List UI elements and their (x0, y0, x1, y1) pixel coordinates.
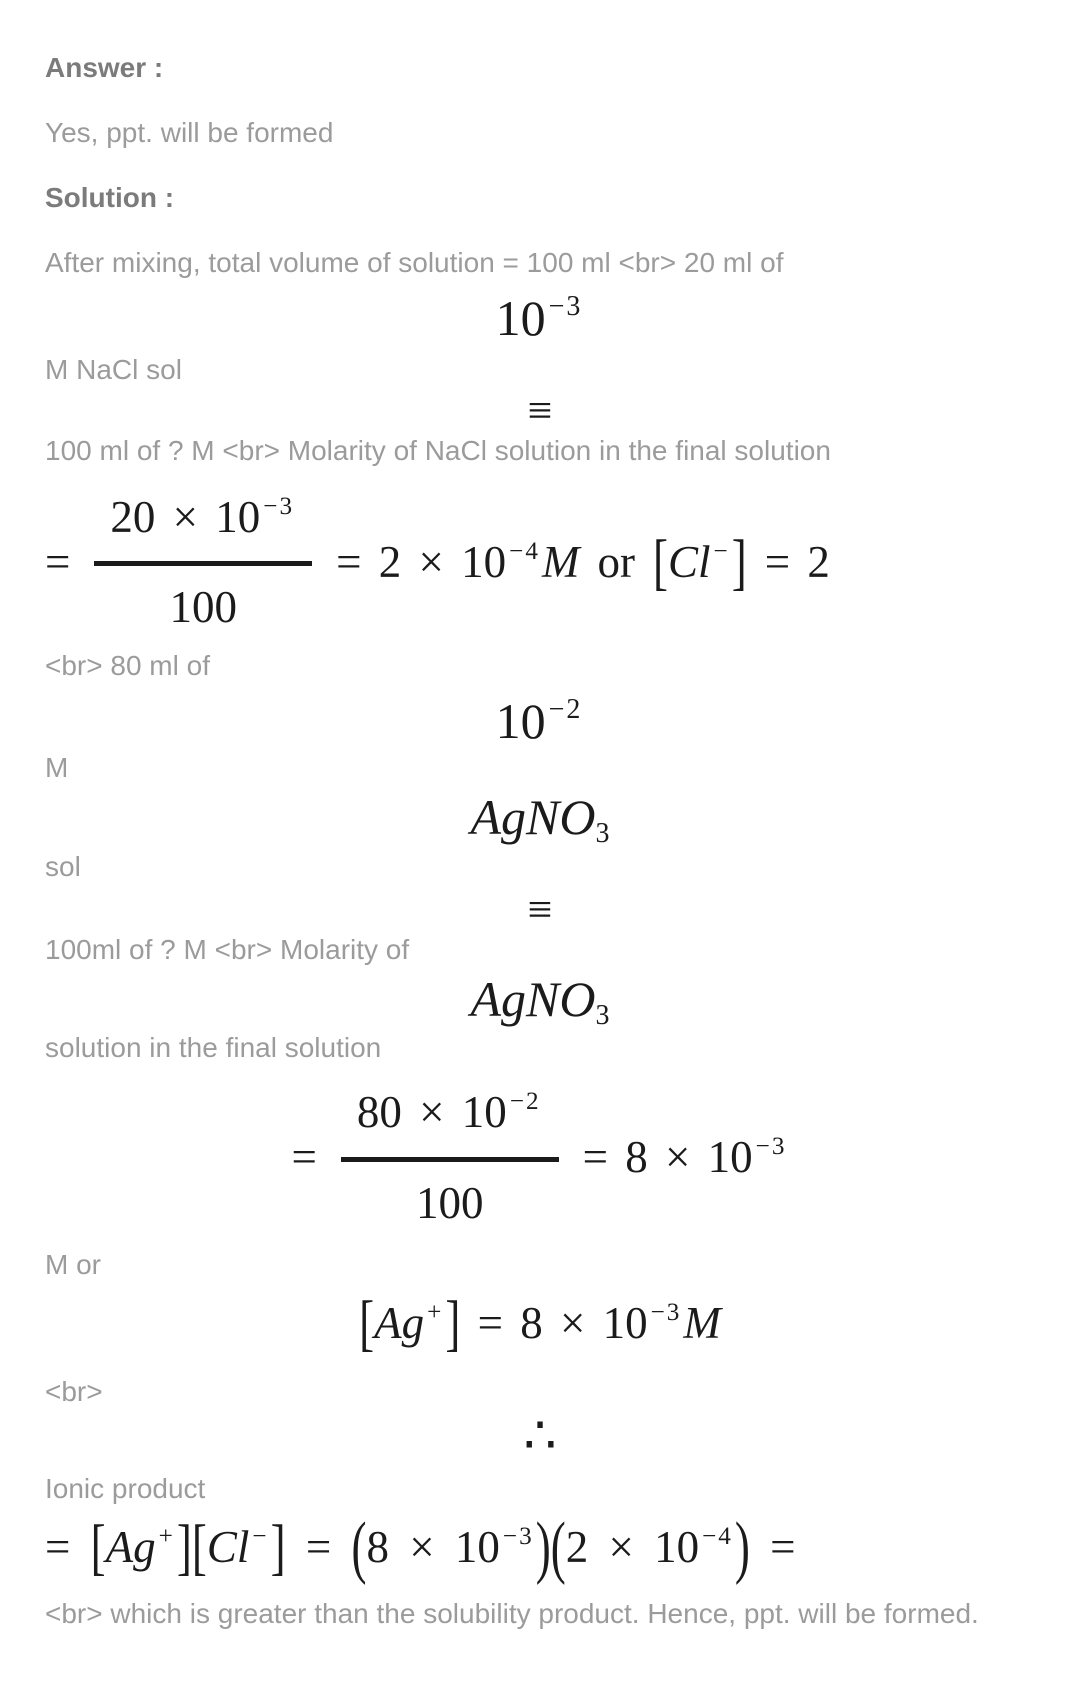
math-base: 10 (495, 692, 546, 749)
para-80-ml-of: <br> 80 ml of (45, 649, 210, 681)
math-base: 10 (495, 290, 546, 346)
equals-sign: = (291, 1132, 317, 1183)
math-superscript: −3 (650, 1298, 682, 1326)
equiv-icon: ≡ (527, 385, 553, 435)
math-agno3 (45, 789, 1035, 847)
equals-sign: = (45, 536, 71, 587)
right-bracket: ] (176, 1511, 192, 1582)
para-m-or: M or (45, 1249, 101, 1280)
math-superscript: − (713, 537, 730, 565)
para-after-mixing: After mixing, total volume of solution = 100 ml <br> 20 ml of (45, 247, 784, 278)
equals-sign: = (305, 1521, 332, 1572)
para-solution-final: solution in the final solution (45, 1032, 382, 1063)
math-subscript: 3 (595, 817, 610, 849)
fraction-denominator: 100 (416, 1177, 484, 1228)
para-100ml-molarity-of: 100ml of ? M <br> Molarity of (45, 933, 410, 965)
equals-sign: = (477, 1298, 503, 1348)
fraction-numerator (94, 482, 312, 567)
math-ten-power-neg2 (45, 693, 1035, 751)
fraction (94, 482, 312, 644)
right-bracket: ] (270, 1511, 286, 1582)
math-variable: M (541, 536, 580, 587)
para-br: <br> (45, 1375, 103, 1407)
answer-heading: Answer : (45, 52, 164, 83)
para-molarity-nacl: 100 ml of ? M <br> Molarity of NaCl solution in the final solution (45, 434, 831, 466)
left-bracket: [ (90, 1511, 106, 1582)
left-bracket: [ (359, 1287, 375, 1358)
math-superscript: −4 (509, 537, 540, 565)
math-agno3 (45, 971, 1035, 1029)
math-token: 8 × 10 (520, 1298, 648, 1348)
math-superscript: −3 (263, 492, 295, 520)
math-variable: Cl (667, 536, 711, 587)
math-token: 8 × 10 (366, 1521, 500, 1572)
equation-ag-concentration (45, 1287, 1035, 1358)
equals-sign: = (582, 1132, 609, 1183)
math-variable: AgNO (470, 789, 596, 845)
math-variable: Ag (374, 1298, 425, 1348)
equation-ag-molarity (45, 1077, 1035, 1239)
fraction (341, 1077, 559, 1239)
math-superscript: −3 (755, 1133, 787, 1161)
math-subscript: 3 (595, 999, 610, 1031)
math-token: 2 × 10 (565, 1521, 700, 1572)
math-superscript: −3 (548, 290, 583, 322)
math-variable: M (683, 1298, 721, 1348)
or-word: or (597, 536, 635, 587)
math-variable: AgNO (470, 970, 596, 1027)
math-superscript: + (158, 1522, 175, 1550)
math-ten-power-neg3 (45, 290, 1035, 348)
math-superscript: −3 (502, 1522, 534, 1550)
math-variable: Cl (206, 1521, 250, 1572)
math-superscript: −4 (702, 1522, 733, 1550)
math-group (583, 1124, 789, 1192)
math-superscript: + (427, 1298, 444, 1326)
cl-ion-bracket (652, 526, 747, 597)
para-m-nacl-sol: M NaCl sol (45, 353, 182, 385)
math-superscript: −2 (548, 693, 583, 725)
left-bracket: [ (191, 1511, 207, 1582)
equation-cl-concentration (45, 482, 1035, 644)
equiv-icon: ≡ (527, 884, 553, 934)
equation-ionic-product (45, 1507, 1035, 1585)
para-m: M (45, 752, 69, 783)
left-bracket: [ (652, 526, 668, 597)
right-bracket: ] (445, 1287, 461, 1358)
equals-sign: = (336, 536, 362, 587)
equals-sign: = (770, 1521, 796, 1572)
right-paren: ) (734, 1507, 750, 1585)
math-token: 80 × 10 (356, 1087, 507, 1137)
answer-text: Yes, ppt. will be formed (45, 117, 334, 148)
math-token: 2 (807, 536, 830, 587)
math-superscript: −2 (509, 1087, 541, 1115)
fraction-numerator (341, 1077, 559, 1162)
para-sol: sol (45, 850, 81, 882)
left-paren: ( (351, 1507, 367, 1585)
equals-sign: = (45, 1521, 71, 1572)
math-variable: Ag (105, 1521, 156, 1572)
equals-sign: = (764, 536, 791, 587)
math-superscript: − (252, 1522, 269, 1550)
therefore-icon: ∴ (523, 1407, 557, 1465)
para-conclusion: <br> which is greater than the solubility product. Hence, ppt. will be formed. (45, 1598, 979, 1629)
right-paren: ) (535, 1507, 551, 1585)
solution-heading: Solution : (45, 182, 175, 213)
right-bracket: ] (731, 526, 747, 597)
math-group (336, 529, 579, 597)
math-token: 8 × 10 (625, 1132, 753, 1183)
para-ionic-product: Ionic product (45, 1472, 206, 1504)
math-token: 2 × 10 (378, 536, 507, 587)
math-group (765, 529, 830, 597)
math-token: 20 × 10 (110, 491, 261, 542)
fraction-denominator: 100 (169, 582, 237, 632)
left-paren: ( (550, 1507, 566, 1585)
